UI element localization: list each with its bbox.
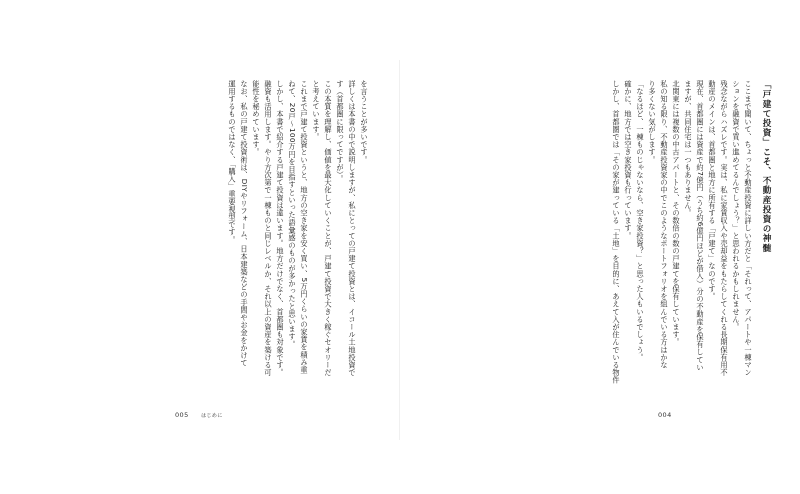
- body-line: ますが、共同住宅は一つもありません。: [684, 80, 693, 217]
- body-line: 確かに、地方では空き家投資も行っています。: [624, 80, 633, 240]
- body-line: り多くない気がします。: [648, 80, 657, 164]
- body-line: ションを融資で買い進めてるんでしょう？」と思われるかもしれません。: [732, 80, 741, 331]
- body-line: 動産のメインは、首都圏と地方に所有する「戸建て」なのです。: [708, 80, 717, 301]
- page-number: 004: [658, 411, 672, 419]
- body-line: と考えています。: [312, 80, 321, 141]
- body-line: ねて、20戸～100万円を目指すといった語彙感のものが多かったと思います。: [288, 80, 297, 349]
- body-line: しかし、本書で紹介する戸建て投資は違います。地方だけでなく、首都圏も対象です。: [276, 80, 285, 377]
- body-line: 「なるほど、一棟ものじゃないなら、空き家投資？」と思った人もいるでしょう。: [636, 80, 645, 362]
- body-line: 運用するものではなく、「購入」重要視型です。: [228, 80, 237, 244]
- page-number: 005: [175, 411, 189, 419]
- left-folio: [175, 411, 223, 419]
- body-line: しかし、首都圏では「その家が建っている「土地」を目的に、あえて入が住んでいる物件: [612, 80, 621, 384]
- right-page: [400, 0, 800, 494]
- body-line: 北関東には複数の中古アパートと、その数倍の数の戸建てを保有しています。: [672, 80, 681, 346]
- body-line: なお、私の戸建て投資術は、DIYやリフォーム、日本建築などの手間やお金をかけて: [240, 80, 249, 367]
- body-line: 詳しくは本書の中で説明しますが、私にとっての戸建て投資とは、イコール土地投資で: [348, 80, 357, 377]
- body-line: これまで戸建て投資というと、地方の空き家を安く買い、5万円くらいの家賃を積み重: [300, 80, 309, 374]
- body-line: この本質を理解し、価値を最大化していくことが、戸建て投資で大きく稼ぐセオリーだ: [324, 80, 333, 377]
- body-line: を言うことが多いです。: [360, 80, 369, 164]
- body-line: す（首都圏に限ってですが）。: [336, 80, 345, 183]
- body-line: 融資も活用します。やり方次第で一棟ものと同じレベルか、それ以上の資産を築ける可: [264, 80, 273, 377]
- body-line: ここまで聞いて、ちょっと不動産投資に詳しい方だと「それって、アパートや一棟マン: [744, 80, 753, 377]
- right-page-body: [524, 80, 754, 410]
- running-head: はじめに: [201, 413, 223, 419]
- body-line: 能性を秘めています。: [252, 80, 261, 156]
- body-line: 残念ながらハズレです。実は、私に家賃収入や売却益をもたらしてくれる長期保有用不: [720, 80, 729, 377]
- section-heading: 「戸建て投資」こそ、不動産投資の神髄: [761, 80, 771, 253]
- body-line: 現在、首都圏には資産で約7億円（うち約6億円ほどが借入）分の不動産を保有してい: [696, 80, 705, 372]
- right-folio: [658, 411, 672, 419]
- body-line: 私の知る限り、不動産投資家の中でこのようなポートフォリオを組んでいる方はかな: [660, 80, 669, 369]
- left-page-body: [110, 80, 370, 410]
